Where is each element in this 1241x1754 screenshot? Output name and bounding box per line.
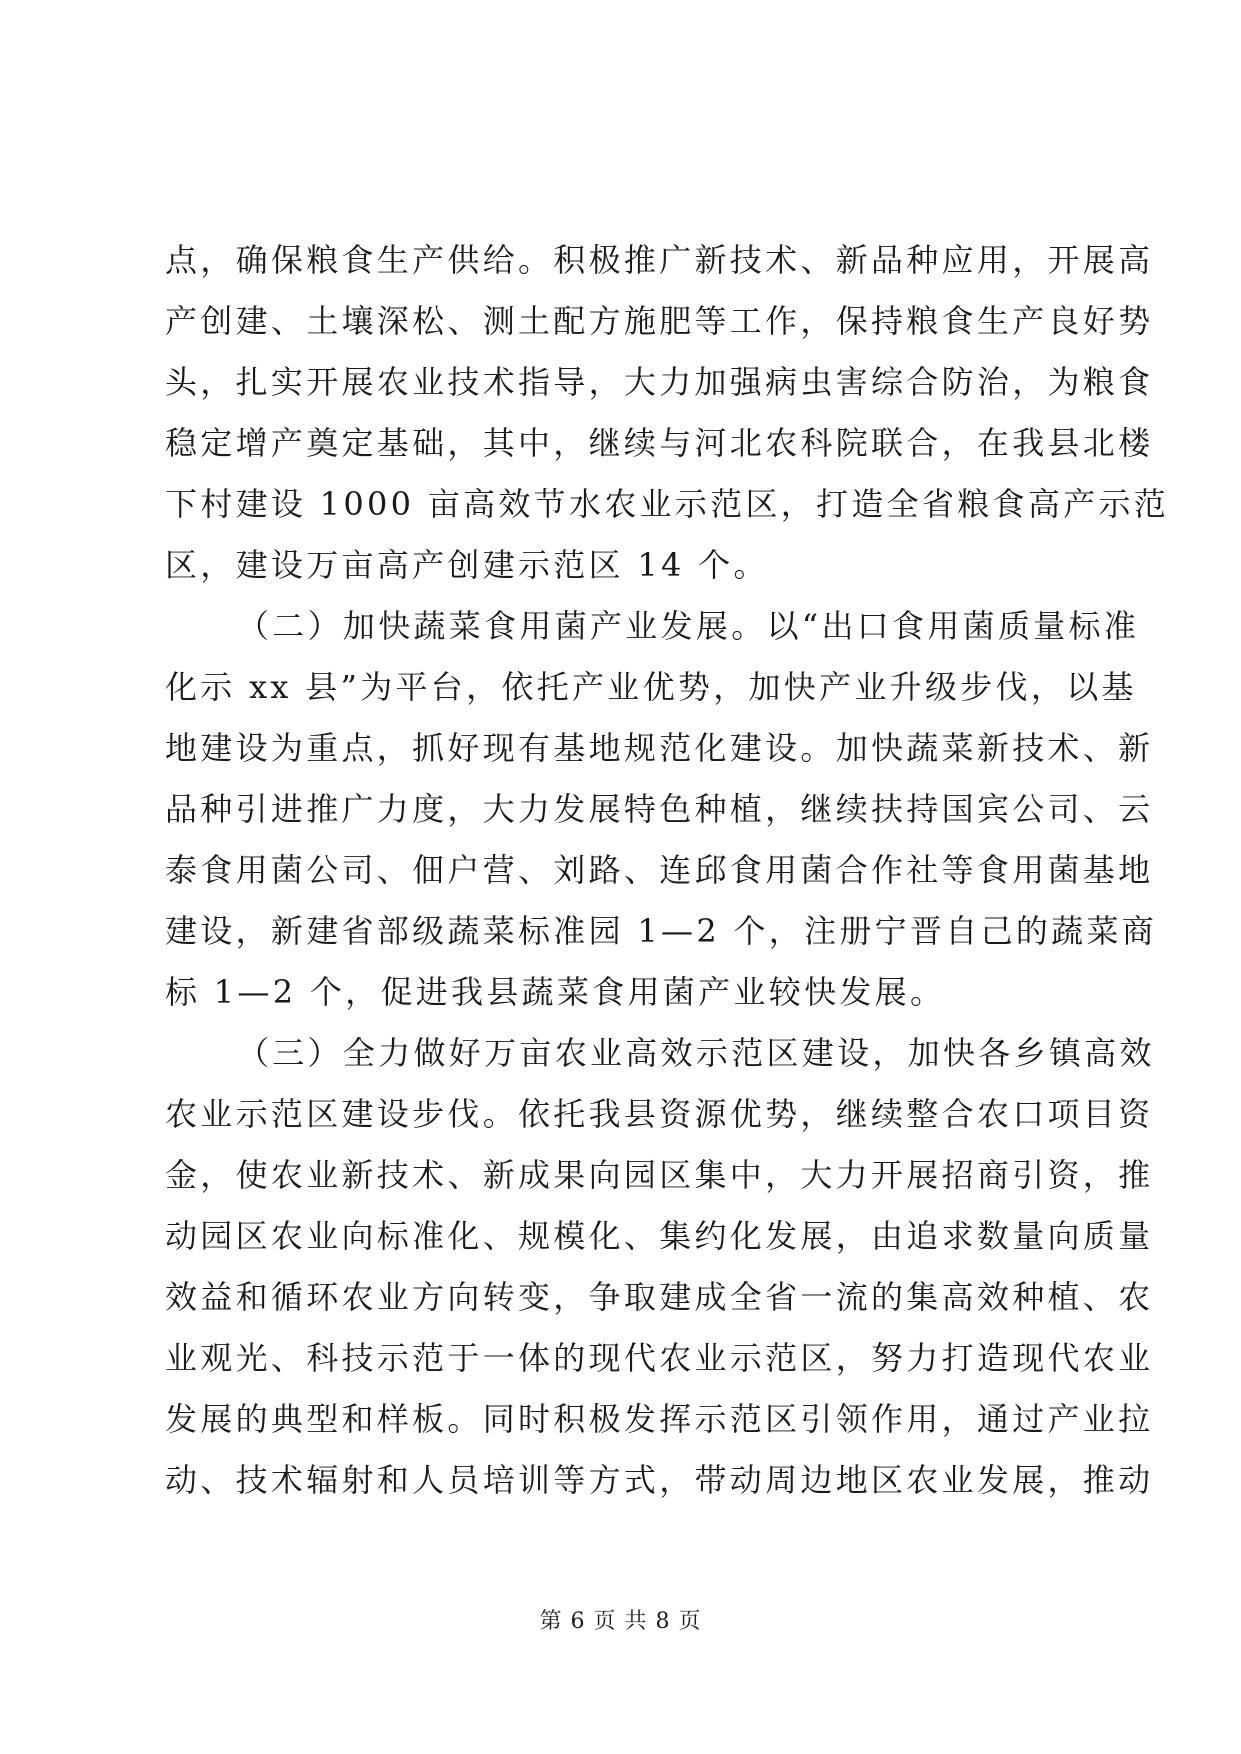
text-line: 建设，新建省部级蔬菜标准园 1—2 个，注册宁晋自己的蔬菜商 [165, 912, 1158, 950]
text-line: 泰食用菌公司、佃户营、刘路、连邱食用菌合作社等食用菌基地 [165, 851, 1154, 889]
text-line: 农业示范区建设步伐。依托我县资源优势，继续整合农口项目资 [165, 1095, 1154, 1133]
text-line: 发展的典型和样板。同时积极发挥示范区引领作用，通过产业拉 [165, 1400, 1154, 1438]
text-line: 下村建设 1000 亩高效节水农业示范区，打造全省粮食高产示范 [165, 485, 1170, 523]
text-line: 产创建、土壤深松、测土配方施肥等工作，保持粮食生产良好势 [165, 302, 1154, 340]
paragraph-start-line: （三）全力做好万亩农业高效示范区建设，加快各乡镇高效 [237, 1034, 1155, 1072]
text-line: 标 1—2 个，促进我县蔬菜食用菌产业较快发展。 [165, 973, 946, 1011]
text-line: 头，扎实开展农业技术指导，大力加强病虫害综合防治，为粮食 [165, 363, 1154, 401]
text-line: 品种引进推广力度，大力发展特色种植，继续扶持国宾公司、云 [165, 790, 1154, 828]
page-number-footer: 第 6 页 共 8 页 [539, 1609, 702, 1634]
body-text [165, 230, 1170, 1511]
text-line: 地建设为重点，抓好现有基地规范化建设。加快蔬菜新技术、新 [165, 729, 1154, 767]
text-line: 化示 xx 县”为平台，依托产业优势，加快产业升级步伐，以基 [165, 668, 1137, 706]
text-line: 业观光、科技示范于一体的现代农业示范区，努力打造现代农业 [165, 1339, 1154, 1377]
paragraph-start-line: （二）加快蔬菜食用菌产业发展。以“出口食用菌质量标准 [237, 607, 1140, 645]
text-line: 效益和循环农业方向转变，争取建成全省一流的集高效种植、农 [165, 1278, 1154, 1316]
text-line: 动园区农业向标准化、规模化、集约化发展，由追求数量向质量 [165, 1217, 1154, 1255]
text-line: 金，使农业新技术、新成果向园区集中，大力开展招商引资，推 [165, 1156, 1154, 1194]
text-line: 点，确保粮食生产供给。积极推广新技术、新品种应用，开展高 [165, 241, 1154, 279]
text-line: 区，建设万亩高产创建示范区 14 个。 [165, 546, 769, 584]
text-line: 稳定增产奠定基础，其中，继续与河北农科院联合，在我县北楼 [165, 424, 1154, 462]
text-line: 动、技术辐射和人员培训等方式，带动周边地区农业发展，推动 [165, 1461, 1154, 1499]
